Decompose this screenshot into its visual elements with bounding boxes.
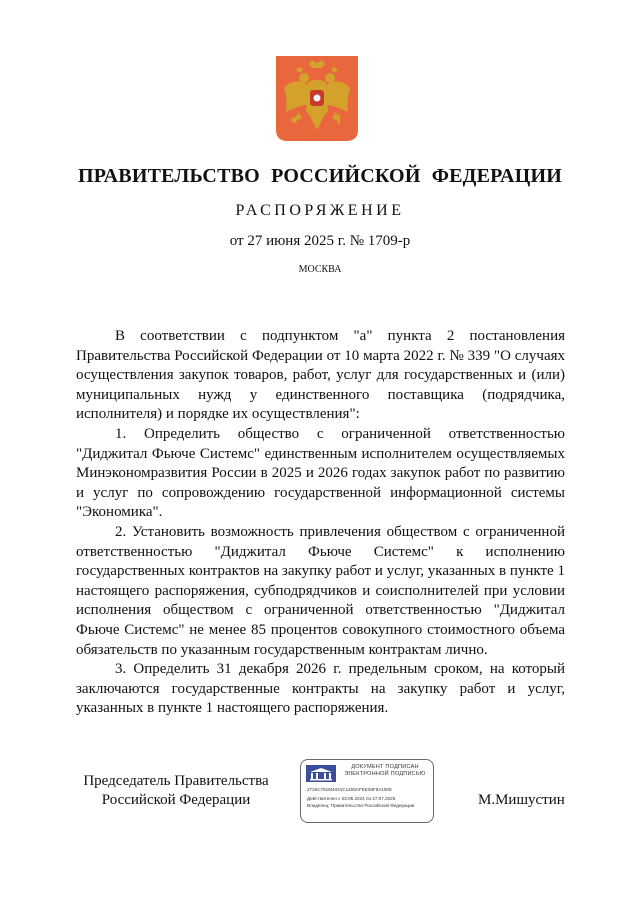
signatory-name: М.Мишустин bbox=[478, 792, 565, 808]
stamp-owner: Владелец: Правительство Российской Федерации bbox=[307, 803, 415, 808]
stamp-heading bbox=[339, 764, 431, 778]
stamp-heading-line1: ДОКУМЕНТ ПОДПИСАН bbox=[351, 764, 419, 770]
clause-2-paragraph: 2. Установить возможность привлечения обществом с ограниченной ответственностью "Диджитал Фьюче Системс" к исполнению государственных контрактов на закупку работ и услуг, указанных в пункте 1 настоящего распоряжения, субподрядчиков и соисполнителей при условии исполнения обществом с ограниченной ответственностью "Диджитал Фьюче Системс" не менее 85 процентов совокупного стоимостного объема обязательств по указанным государственным контрактам лично. bbox=[76, 523, 565, 658]
building-icon bbox=[306, 765, 336, 782]
clause-1-paragraph: 1. Определить общество с ограниченной ответственностью "Диджитал Фьюче Системс" единственным исполнителем осуществляемых Минэкономразвития России в 2025 и 2026 годах закупок работ по развитию и услуг по сопровождению государственной информационной системы "Экономика". bbox=[76, 425, 565, 521]
electronic-signature-stamp bbox=[300, 759, 434, 823]
document-body bbox=[76, 327, 565, 719]
document-type: РАСПОРЯЖЕНИЕ bbox=[235, 202, 405, 219]
government-title: ПРАВИТЕЛЬСТВО РОССИЙСКОЙ ФЕДЕРАЦИИ bbox=[78, 165, 562, 187]
signatory-position-line1: Председатель Правительства bbox=[83, 773, 269, 789]
coat-of-arms-emblem bbox=[276, 56, 358, 143]
signatory-position bbox=[76, 772, 276, 810]
stamp-certificate: 2726C781M4041C1458AFEE38F8A1009 bbox=[307, 787, 392, 792]
clause-3-paragraph: 3. Определить 31 декабря 2026 г. предельным сроком, на который заключаются государственные контракты на закупку работ и услуг, указанных в пункте 1 настоящего распоряжения. bbox=[76, 661, 565, 717]
stamp-validity: Действителен с 03.05.2024 по 27.07.2025 bbox=[307, 796, 396, 801]
document-number: от 27 июня 2025 г. № 1709-р bbox=[229, 233, 411, 249]
signatory-position-line2: Российской Федерации bbox=[101, 792, 251, 808]
preamble-paragraph: В соответствии с подпунктом "а" пункта 2 постановления Правительства Российской Федерации от 10 марта 2022 г. № 339 "О случаях осуществления закупок товаров, работ, услуг для государственных и (или) муниципальных нужд у единственного поставщика (подрядчика, исполнителя) и порядке их осуществления": bbox=[76, 328, 565, 423]
document-city: МОСКВА bbox=[298, 264, 342, 275]
stamp-heading-line2: ЭЛЕКТРОННОЙ ПОДПИСЬЮ bbox=[344, 771, 426, 777]
